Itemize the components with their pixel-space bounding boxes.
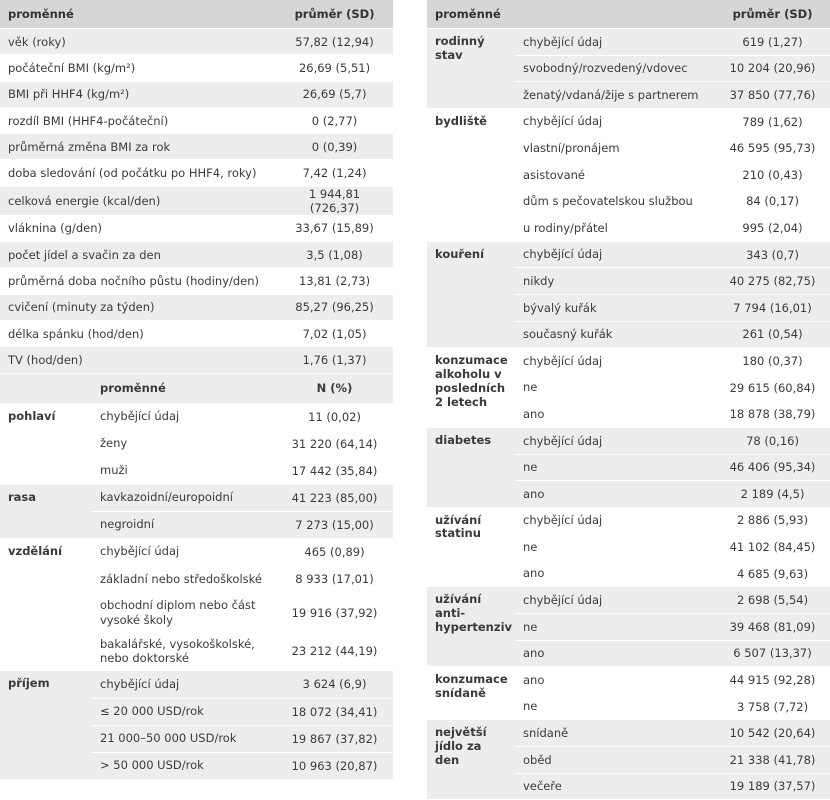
mean-sd-value: 1,76 (1,37)	[276, 347, 393, 373]
table-row	[0, 538, 393, 565]
header-row	[427, 0, 830, 29]
table-row	[427, 29, 830, 56]
table-row	[427, 241, 830, 268]
count-percent-value: 46 595 (95,73)	[715, 135, 830, 162]
category-label: chybějící údaj	[515, 29, 715, 56]
category-label: kavkazoidní/europoidní	[92, 484, 276, 511]
count-percent-value: 261 (0,54)	[715, 321, 830, 348]
group-name: rodinný stav	[427, 29, 515, 109]
category-label: ne	[515, 693, 715, 720]
variable-label: doba sledování (od počátku po HHF4, roky)	[0, 160, 276, 186]
group-name: užívání anti-hypertenziv	[427, 587, 515, 667]
table-row	[0, 107, 393, 133]
variable-label: rozdíl BMI (HHF4-počáteční)	[0, 107, 276, 133]
count-percent-value: 995 (2,04)	[715, 215, 830, 242]
count-percent-value: 343 (0,7)	[715, 241, 830, 268]
variable-label: celková energie (kcal/den)	[0, 186, 276, 215]
table-row	[427, 667, 830, 694]
variable-label: BMI při HHF4 (kg/m²)	[0, 81, 276, 107]
category-label: chybějící údaj	[92, 670, 276, 698]
category-label: ne	[515, 454, 715, 481]
group-name: kouření	[427, 241, 515, 347]
category-label: svobodný/rozvedený/vdovec	[515, 55, 715, 82]
left-table	[0, 0, 393, 780]
category-label: muži	[92, 457, 276, 484]
table-row	[0, 29, 393, 55]
category-label: ne	[515, 614, 715, 641]
group-name: konzumace snídaně	[427, 667, 515, 720]
header-variable: proměnné	[427, 0, 715, 29]
mean-sd-value: 0 (0,39)	[276, 134, 393, 160]
category-label: negroidní	[92, 511, 276, 538]
table-row	[0, 320, 393, 346]
table-row	[0, 347, 393, 373]
category-label: chybějící údaj	[515, 348, 715, 375]
count-percent-value: 17 442 (35,84)	[276, 457, 393, 484]
category-label: ano	[515, 560, 715, 587]
mean-sd-value: 3,5 (1,08)	[276, 242, 393, 268]
category-label: současný kuřák	[515, 321, 715, 348]
mean-sd-value: 85,27 (96,25)	[276, 294, 393, 320]
count-percent-value: 84 (0,17)	[715, 188, 830, 215]
category-label: ≤ 20 000 USD/rok	[92, 698, 276, 725]
count-percent-value: 19 916 (37,92)	[276, 593, 393, 632]
category-label: chybějící údaj	[92, 538, 276, 565]
table-row	[0, 55, 393, 81]
category-label: chybějící údaj	[515, 587, 715, 614]
count-percent-value: 3 758 (7,72)	[715, 693, 830, 720]
category-label: nikdy	[515, 268, 715, 295]
category-label: ano	[515, 481, 715, 508]
category-label: 21 000–50 000 USD/rok	[92, 725, 276, 752]
table-row	[0, 160, 393, 186]
header-mean-sd: průměr (SD)	[276, 0, 393, 29]
table-row	[427, 427, 830, 454]
count-percent-value: 4 685 (9,63)	[715, 560, 830, 587]
category-label: oběd	[515, 747, 715, 774]
count-percent-value: 210 (0,43)	[715, 161, 830, 188]
header-mean-sd: průměr (SD)	[715, 0, 830, 29]
count-percent-value: 37 850 (77,76)	[715, 82, 830, 109]
category-header-n: N (%)	[276, 373, 393, 403]
category-label: dům s pečovatelskou službou	[515, 188, 715, 215]
count-percent-value: 46 406 (95,34)	[715, 454, 830, 481]
group-name: diabetes	[427, 427, 515, 507]
table-row	[0, 484, 393, 511]
count-percent-value: 41 223 (85,00)	[276, 484, 393, 511]
variable-label: věk (roky)	[0, 29, 276, 55]
variable-label: průměrná změna BMI za rok	[0, 134, 276, 160]
category-label: bakalářské, vysokoškolské, nebo doktorské	[92, 632, 276, 670]
category-label: chybějící údaj	[515, 241, 715, 268]
category-label: ne	[515, 534, 715, 561]
empty-cell	[0, 373, 92, 403]
mean-sd-value: 0 (2,77)	[276, 107, 393, 133]
mean-sd-value: 7,02 (1,05)	[276, 320, 393, 346]
category-label: bývalý kuřák	[515, 294, 715, 321]
count-percent-value: 7 794 (16,01)	[715, 294, 830, 321]
variable-label: délka spánku (hod/den)	[0, 320, 276, 346]
count-percent-value: 40 275 (82,75)	[715, 268, 830, 295]
count-percent-value: 23 212 (44,19)	[276, 632, 393, 670]
category-header-variable: proměnné	[92, 373, 276, 403]
table-row	[0, 670, 393, 698]
table-row	[0, 268, 393, 294]
count-percent-value: 180 (0,37)	[715, 348, 830, 375]
category-label: u rodiny/přátel	[515, 215, 715, 242]
characteristics-table-left	[0, 0, 393, 780]
mean-sd-value: 26,69 (5,7)	[276, 81, 393, 107]
category-label: > 50 000 USD/rok	[92, 752, 276, 779]
mean-sd-value: 33,67 (15,89)	[276, 215, 393, 241]
table-row	[0, 294, 393, 320]
header-row	[0, 0, 393, 29]
count-percent-value: 18 072 (34,41)	[276, 698, 393, 725]
count-percent-value: 7 273 (15,00)	[276, 511, 393, 538]
count-percent-value: 2 886 (5,93)	[715, 507, 830, 534]
mean-sd-value: 7,42 (1,24)	[276, 160, 393, 186]
group-name: konzumace alkoholu v posledních 2 letech	[427, 348, 515, 428]
category-header-row	[0, 373, 393, 403]
count-percent-value: 6 507 (13,37)	[715, 640, 830, 667]
count-percent-value: 39 468 (81,09)	[715, 614, 830, 641]
category-label: ženy	[92, 430, 276, 457]
group-name: rasa	[0, 484, 92, 538]
mean-sd-value: 26,69 (5,51)	[276, 55, 393, 81]
table-row	[427, 507, 830, 534]
count-percent-value: 2 189 (4,5)	[715, 481, 830, 508]
group-name: největší jídlo za den	[427, 720, 515, 800]
count-percent-value: 8 933 (17,01)	[276, 565, 393, 593]
count-percent-value: 789 (1,62)	[715, 108, 830, 135]
mean-sd-value: 57,82 (12,94)	[276, 29, 393, 55]
count-percent-value: 29 615 (60,84)	[715, 374, 830, 401]
table-row	[0, 186, 393, 215]
count-percent-value: 41 102 (84,45)	[715, 534, 830, 561]
variable-label: počet jídel a svačin za den	[0, 242, 276, 268]
count-percent-value: 10 963 (20,87)	[276, 752, 393, 779]
category-label: chybějící údaj	[92, 403, 276, 430]
category-label: večeře	[515, 773, 715, 800]
table-row	[0, 242, 393, 268]
category-label: chybějící údaj	[515, 507, 715, 534]
table-row	[0, 134, 393, 160]
count-percent-value: 465 (0,89)	[276, 538, 393, 565]
variable-label: TV (hod/den)	[0, 347, 276, 373]
header-variable: proměnné	[0, 0, 276, 29]
count-percent-value: 11 (0,02)	[276, 403, 393, 430]
count-percent-value: 3 624 (6,9)	[276, 670, 393, 698]
count-percent-value: 2 698 (5,54)	[715, 587, 830, 614]
count-percent-value: 18 878 (38,79)	[715, 401, 830, 428]
table-row	[427, 720, 830, 747]
group-name: bydliště	[427, 108, 515, 241]
count-percent-value: 44 915 (92,28)	[715, 667, 830, 694]
category-label: ne	[515, 374, 715, 401]
table-row	[0, 215, 393, 241]
category-label: ženatý/vdaná/žije s partnerem	[515, 82, 715, 109]
variable-label: cvičení (minuty za týden)	[0, 294, 276, 320]
category-label: ano	[515, 640, 715, 667]
table-row	[0, 81, 393, 107]
count-percent-value: 21 338 (41,78)	[715, 747, 830, 774]
group-name: příjem	[0, 670, 92, 779]
category-label: chybějící údaj	[515, 108, 715, 135]
category-label: ano	[515, 401, 715, 428]
variable-label: průměrná doba nočního půstu (hodiny/den)	[0, 268, 276, 294]
category-label: základní nebo středoškolské	[92, 565, 276, 593]
variable-label: počáteční BMI (kg/m²)	[0, 55, 276, 81]
group-name: užívání statinu	[427, 507, 515, 587]
mean-sd-value: 1 944,81 (726,37)	[276, 186, 393, 215]
count-percent-value: 31 220 (64,14)	[276, 430, 393, 457]
category-label: ano	[515, 667, 715, 694]
table-row	[427, 108, 830, 135]
category-label: asistované	[515, 161, 715, 188]
variable-label: vláknina (g/den)	[0, 215, 276, 241]
count-percent-value: 10 542 (20,64)	[715, 720, 830, 747]
count-percent-value: 19 189 (37,57)	[715, 773, 830, 800]
table-row	[427, 587, 830, 614]
category-label: vlastní/pronájem	[515, 135, 715, 162]
table-row	[0, 403, 393, 430]
category-label: snídaně	[515, 720, 715, 747]
count-percent-value: 78 (0,16)	[715, 427, 830, 454]
count-percent-value: 19 867 (37,82)	[276, 725, 393, 752]
group-name: vzdělání	[0, 538, 92, 670]
group-name: pohlaví	[0, 403, 92, 484]
right-table	[427, 0, 830, 800]
mean-sd-value: 13,81 (2,73)	[276, 268, 393, 294]
category-label: obchodní diplom nebo část vysoké školy	[92, 593, 276, 632]
characteristics-table-right	[427, 0, 830, 800]
count-percent-value: 10 204 (20,96)	[715, 55, 830, 82]
table-row	[427, 348, 830, 375]
category-label: chybějící údaj	[515, 427, 715, 454]
count-percent-value: 619 (1,27)	[715, 29, 830, 56]
